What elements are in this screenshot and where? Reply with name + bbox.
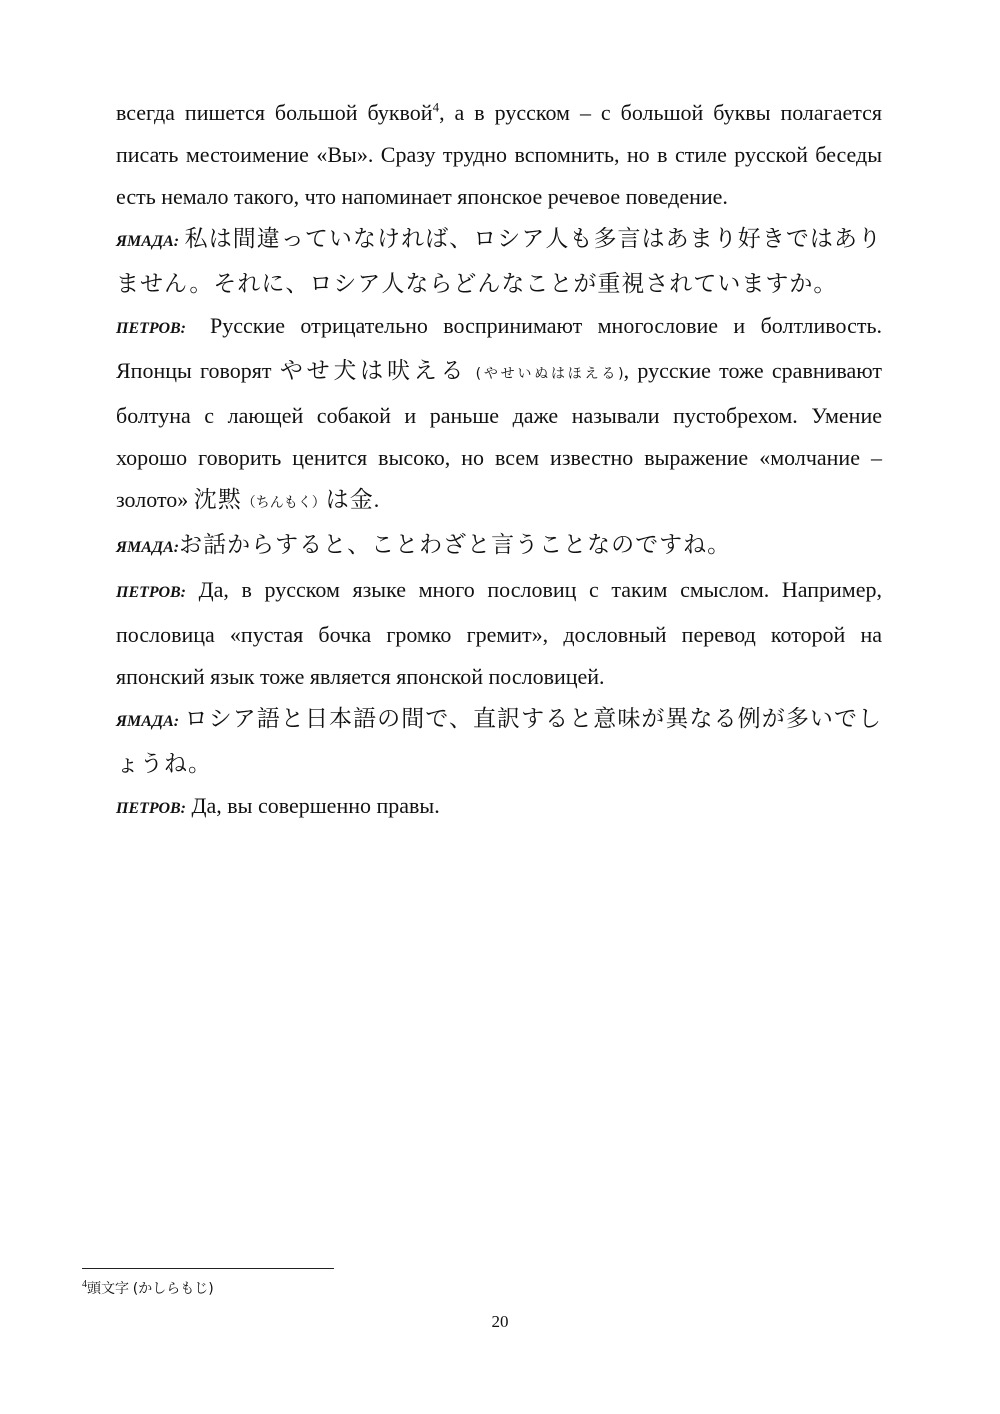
dialogue-text: Да, в русском языке много пословиц с таким смыслом. Например, пословица «пустая бочка громко гремит», дословный перевод которой на японский язык тоже является японской пословицей. — [116, 577, 882, 689]
dialogue-text-japanese: 私は間違っていなければ、ロシア人も多言はあまり好きではありません。それに、ロシア人ならどんなことが重視されていますか。 — [116, 226, 883, 297]
footnote-reference: 4 — [432, 99, 440, 115]
sentence-end: . — [373, 487, 380, 512]
dialogue-text-japanese: お話からすると、ことわざと言うことなのですね。 — [179, 532, 732, 558]
dialogue-line-yamada-1 — [116, 218, 882, 305]
dialogue-text-a: Русские отрицательно воспринимают многословие и болтливость. Японцы говорят — [116, 313, 882, 383]
japanese-word-tail: は金 — [325, 487, 374, 513]
paragraph-1-text-b: , а в русском – с большой буквы полагается писать местоимение «Вы». Сразу трудно вспомнить, но в стиле русской беседы есть немало такого, что напоминает японское речевое поведение. — [116, 100, 882, 209]
speaker-label-yamada: ЯМАДА: — [116, 713, 180, 730]
dialogue-line-petrov-3 — [116, 785, 882, 830]
footnote-term: 頭文字 — [87, 1281, 129, 1297]
dialogue-line-yamada-2 — [116, 524, 882, 569]
footnote-reading: (かしらもじ) — [132, 1281, 214, 1297]
dialogue-text-b: , русские тоже сравнивают болтуна с лающей собакой и раньше даже называли пустобрехом. Умение хорошо говорить ценится высоко, но всем известно выражение «молчание – золото» — [116, 358, 883, 512]
dialogue-text: Да, вы совершенно правы. — [191, 793, 440, 818]
japanese-word-reading: （ちんもく） — [241, 495, 326, 511]
proverb-reading: (やせいぬはほえる) — [475, 366, 624, 382]
paragraph-1-text-a: всегда пишется большой буквой — [116, 100, 433, 125]
page-number: 20 — [491, 1312, 509, 1331]
footnote — [82, 1278, 214, 1298]
dialogue-text-japanese: ロシア語と日本語の間で、直訳すると意味が異なる例が多いでしょうね。 — [116, 706, 883, 777]
page-body — [116, 92, 882, 830]
dialogue-line-petrov-1 — [116, 305, 882, 524]
footnote-divider — [82, 1268, 334, 1269]
dialogue-line-petrov-2 — [116, 569, 882, 698]
dialogue-line-yamada-3 — [116, 698, 882, 785]
speaker-label-yamada: ЯМАДА: — [116, 539, 180, 556]
japanese-proverb: やせ犬は吠える — [279, 358, 468, 384]
paragraph-1 — [116, 92, 882, 218]
speaker-label-petrov: ПЕТРОВ: — [116, 800, 187, 817]
footnote-number: 4 — [82, 1279, 87, 1290]
japanese-word: 沈黙 — [193, 487, 242, 513]
speaker-label-petrov: ПЕТРОВ: — [116, 584, 187, 601]
speaker-label-yamada: ЯМАДА: — [116, 233, 180, 250]
speaker-label-petrov: ПЕТРОВ: — [116, 320, 187, 337]
